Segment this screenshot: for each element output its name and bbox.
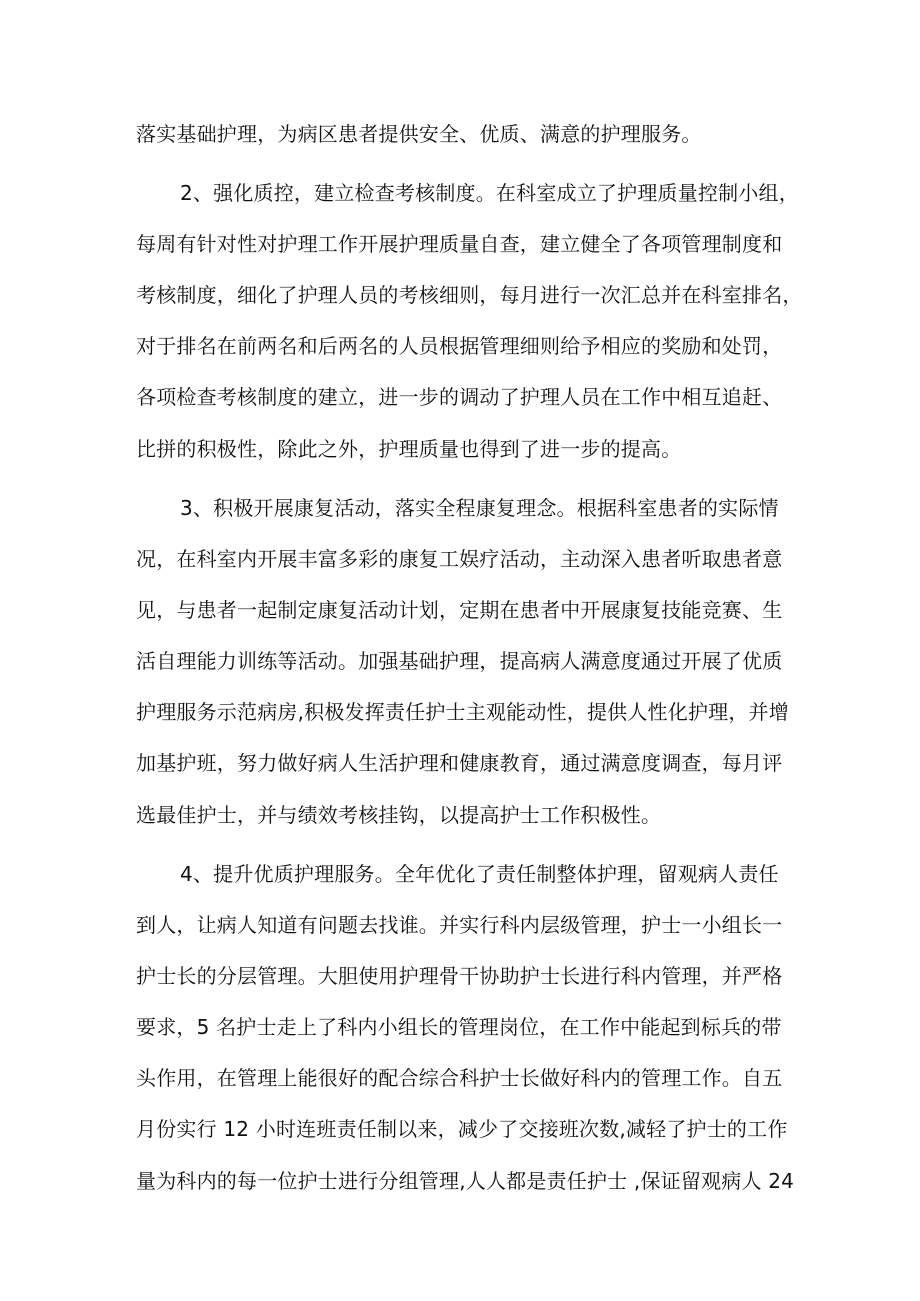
text-line: 见，与患者一起制定康复活动计划，定期在患者中开展康复技能竞赛、生: [136, 598, 783, 622]
text-line: 量为科内的每一位护士进行分组管理,人人都是责任护士 ,保证留观病人 24: [136, 1169, 795, 1193]
text-line: 比拼的积极性，除此之外，护理质量也得到了进一步的提高。: [136, 437, 682, 461]
text-line: 每周有针对性对护理工作开展护理质量自查，建立健全了各项管理制度和: [136, 232, 783, 256]
text-line: 对于排名在前两名和后两名的人员根据管理细则给予相应的奖励和处罚，: [136, 334, 783, 358]
paragraph-4-first-line: 4、提升优质护理服务。全年优化了责任制整体护理，留观病人责任: [180, 862, 779, 886]
text-line: 头作用，在管理上能很好的配合综合科护士长做好科内的管理工作。自五: [136, 1066, 783, 1090]
text-line: 护士长的分层管理。大胆使用护理骨干协助护士长进行科内管理，并严格: [136, 964, 783, 988]
text-line: 选最佳护士，并与绩效考核挂钩，以提高护士工作积极性。: [136, 803, 662, 827]
text-line: 各项检查考核制度的建立，进一步的调动了护理人员在工作中相互追赶、: [136, 385, 783, 409]
text-line: 到人，让病人知道有问题去找谁。并实行科内层级管理，护士一小组长一: [136, 913, 783, 937]
text-line: 活自理能力训练等活动。加强基础护理，提高病人满意度通过开展了优质: [136, 649, 783, 673]
text-line: 护理服务示范病房,积极发挥责任护士主观能动性，提供人性化护理，并增: [136, 700, 789, 724]
text-line: 要求，5 名护士走上了科内小组长的管理岗位，在工作中能起到标兵的带: [136, 1015, 782, 1039]
paragraph-3-first-line: 3、积极开展康复活动，落实全程康复理念。根据科室患者的实际情: [180, 496, 779, 520]
text-line: 落实基础护理，为病区患者提供安全、优质、满意的护理服务。: [136, 122, 702, 146]
paragraph-2-first-line: 2、强化质控，建立检查考核制度。在科室成立了护理质量控制小组，: [180, 181, 799, 205]
text-line: 考核制度，细化了护理人员的考核细则，每月进行一次汇总并在科室排名，: [136, 283, 803, 307]
text-line: 月份实行 12 小时连班责任制以来，减少了交接班次数,减轻了护士的工作: [136, 1117, 788, 1141]
text-line: 况，在科室内开展丰富多彩的康复工娱疗活动，主动深入患者听取患者意: [136, 547, 783, 571]
text-line: 加基护班，努力做好病人生活护理和健康教育，通过满意度调查，每月评: [136, 751, 783, 775]
